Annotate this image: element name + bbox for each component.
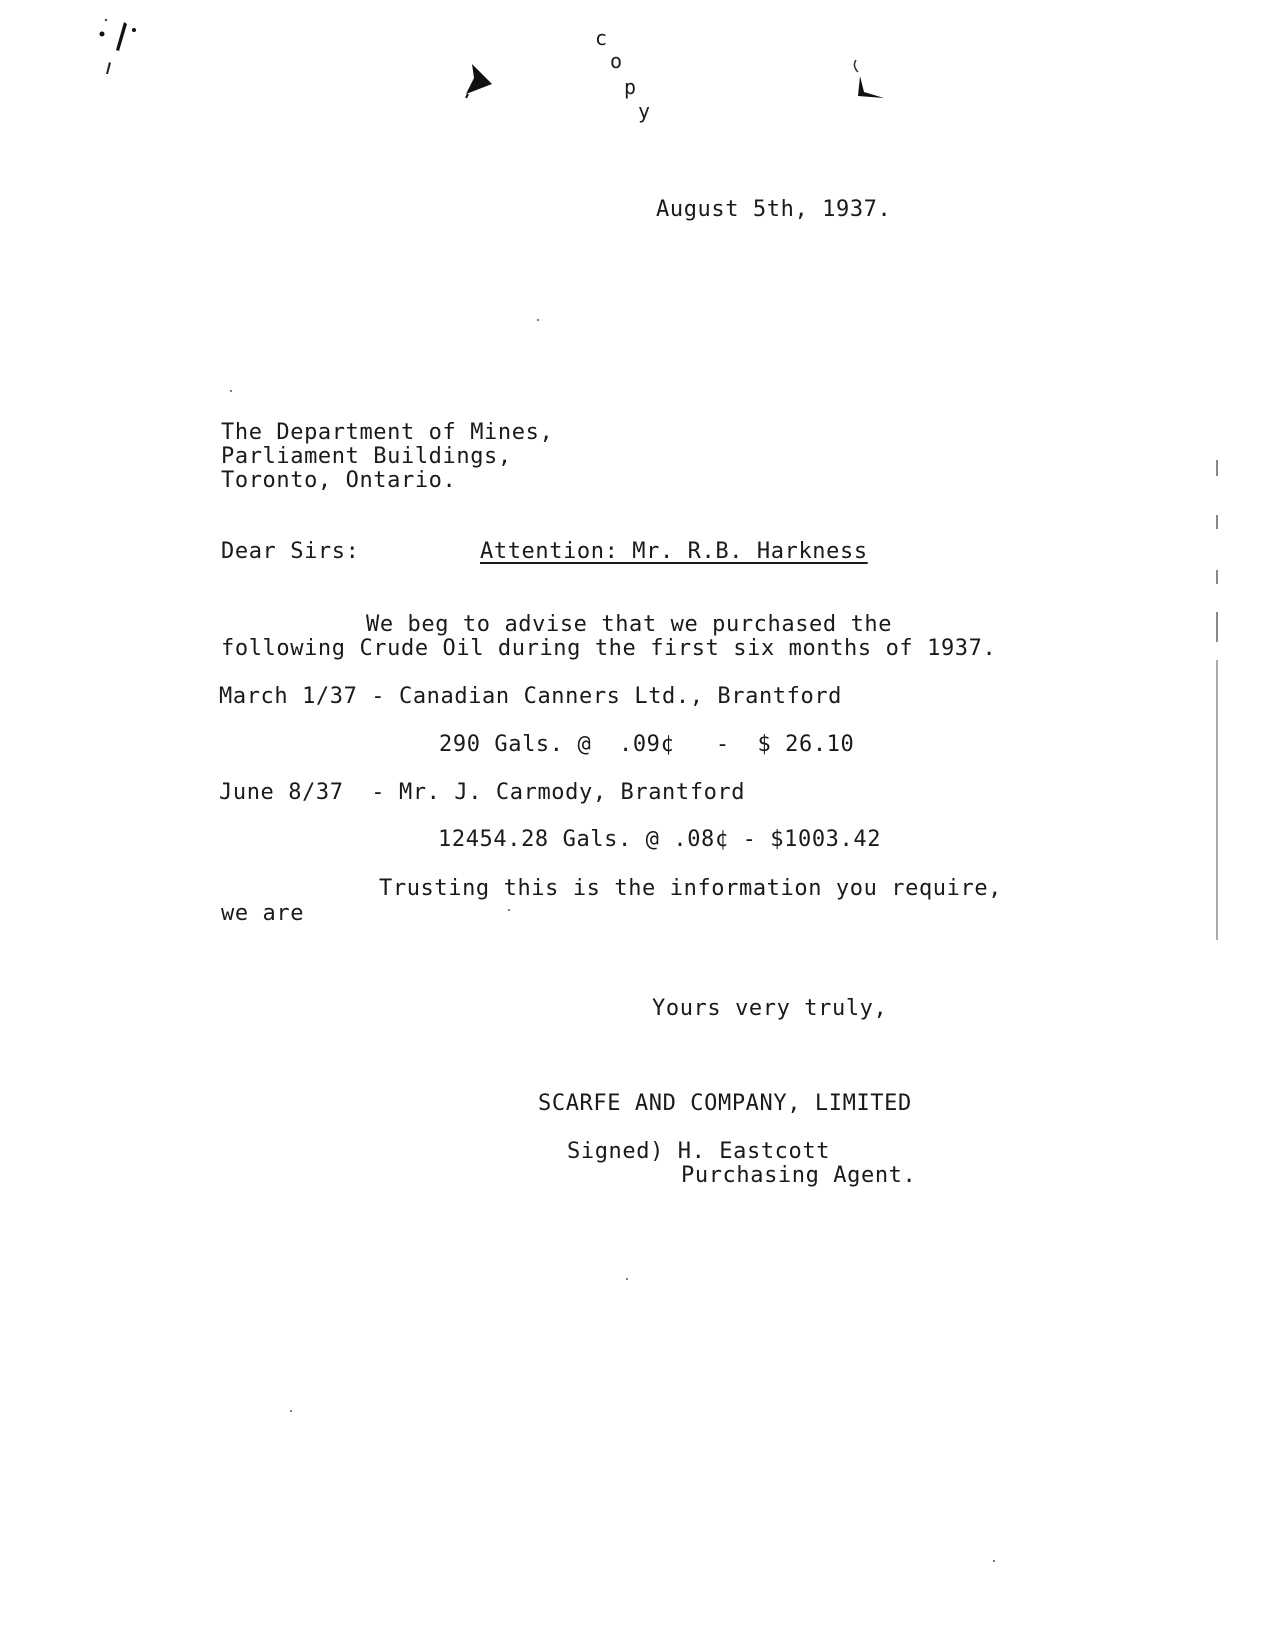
copy-letter: p: [624, 75, 637, 99]
letter-date: August 5th, 1937.: [656, 197, 892, 222]
scan-speck: [626, 1278, 628, 1280]
scan-speck: [290, 1410, 292, 1412]
signer-title: Purchasing Agent.: [681, 1163, 917, 1188]
company-name: SCARFE AND COMPANY, LIMITED: [538, 1091, 912, 1116]
closing-line-1: Trusting this is the information you require,: [379, 876, 1003, 901]
intro-line-1: We beg to advise that we purchased the: [366, 612, 893, 637]
scan-edge-mark: [1216, 515, 1218, 529]
purchase-detail: 290 Gals. @ .09¢ - $ 26.10: [439, 732, 855, 757]
signature-line: Signed) H. Eastcott: [567, 1139, 831, 1164]
scan-edge-mark: [1216, 612, 1218, 642]
salutation: Dear Sirs:: [221, 539, 360, 564]
intro-line-2: following Crude Oil during the first six months of 1937.: [221, 636, 997, 661]
closing-line-2: we are: [221, 901, 305, 926]
copy-letter: c: [595, 26, 608, 50]
scan-edge-mark: [1216, 570, 1218, 584]
address-line-2: Parliament Buildings,: [221, 444, 512, 469]
purchase-entry: March 1/37 - Canadian Canners Ltd., Brantford: [219, 684, 843, 709]
address-line-3: Toronto, Ontario.: [221, 468, 457, 493]
scan-speck: [993, 1560, 995, 1562]
valediction: Yours very truly,: [652, 996, 888, 1021]
address-line-1: The Department of Mines,: [221, 420, 554, 445]
punch-mark-left: [462, 60, 498, 104]
copy-letter: y: [638, 99, 651, 123]
punch-mark-right: [846, 52, 892, 108]
purchase-detail: 12454.28 Gals. @ .08¢ - $1003.42: [438, 827, 882, 852]
scan-speck: [537, 319, 539, 321]
scan-speck: [230, 390, 232, 392]
attention-line: Attention: Mr. R.B. Harkness: [480, 539, 868, 564]
scan-edge-mark: [1216, 460, 1218, 476]
ink-mark-top-left: [94, 8, 144, 80]
purchase-entry: June 8/37 - Mr. J. Carmody, Brantford: [219, 780, 746, 805]
copy-letter: o: [610, 49, 623, 73]
scan-speck: [508, 909, 510, 911]
scan-edge-mark: [1216, 660, 1218, 940]
